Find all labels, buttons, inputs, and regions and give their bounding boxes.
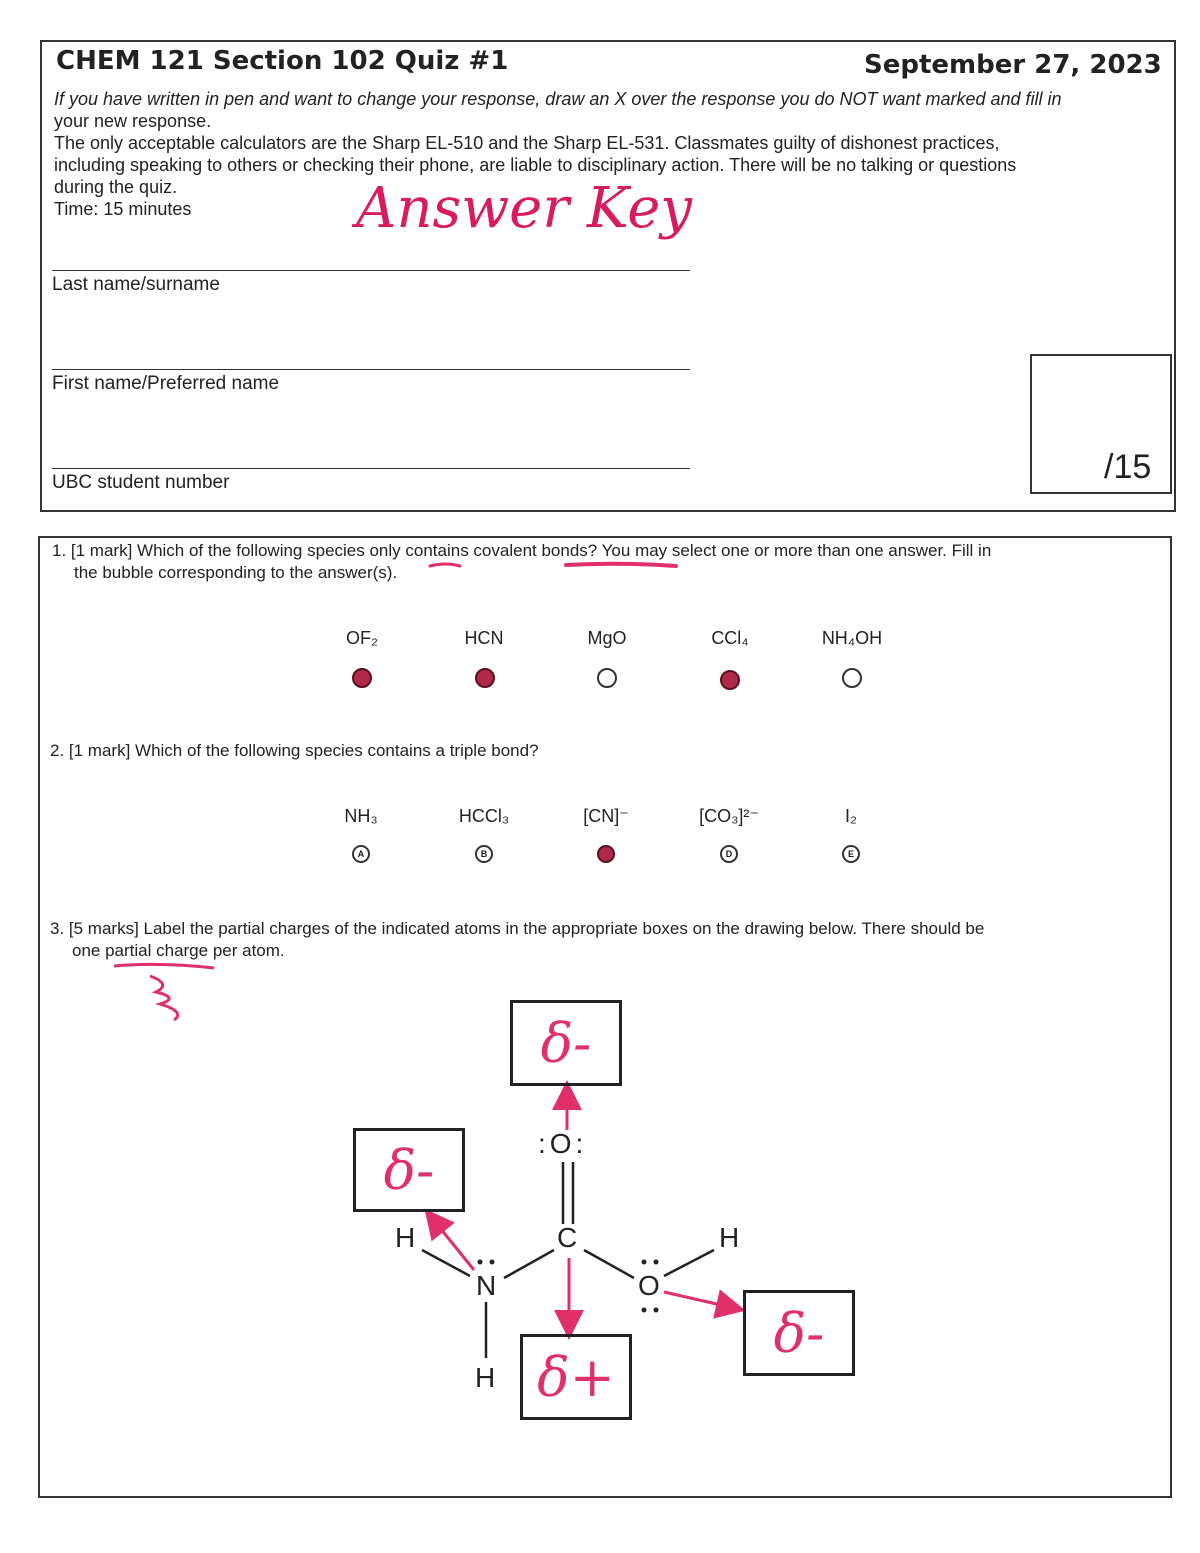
q2-option: I₂ bbox=[845, 806, 857, 826]
q2-text: 2. [1 mark] Which of the following species contains a triple bond? bbox=[50, 741, 539, 760]
lone-pair-dot bbox=[642, 1260, 647, 1265]
q1-option: OF₂ bbox=[346, 628, 378, 648]
atom-hydroxyl-oxygen: O bbox=[638, 1270, 660, 1301]
course-title: CHEM 121 Section 102 Quiz #1 bbox=[56, 46, 509, 76]
q2-bubble-a[interactable]: A bbox=[352, 845, 370, 863]
instruction-line: The only acceptable calculators are the Sharp EL-510 and the Sharp EL-531. Classmates guilty of dishonest practices, bbox=[54, 133, 1000, 153]
q2-bubble-b[interactable]: B bbox=[475, 845, 493, 863]
q1-option: MgO bbox=[587, 628, 627, 648]
atom-carbonyl-oxygen: :O: bbox=[538, 1128, 588, 1159]
squiggle-mark bbox=[150, 976, 178, 1020]
instruction-line: If you have written in pen and want to change your response, draw an X over the response you do NOT want marked and fill in bbox=[54, 89, 1062, 109]
answer-key-note: Answer Key bbox=[356, 176, 692, 241]
charge-box-carbonyl-oxygen[interactable] bbox=[510, 1000, 622, 1086]
atom-hydrogen: H bbox=[475, 1362, 496, 1393]
q2-option: NH₃ bbox=[344, 806, 378, 826]
atom-nitrogen: N bbox=[476, 1270, 497, 1301]
instruction-line: including speaking to others or checking their phone, are liable to disciplinary action. There will be no talking or questions bbox=[54, 155, 1017, 175]
partial-charge: δ- bbox=[383, 1138, 435, 1202]
bond-c-o-single bbox=[584, 1250, 634, 1278]
q2-bubble-d[interactable]: D bbox=[720, 845, 738, 863]
q3-line2: one partial charge per atom. bbox=[72, 941, 285, 960]
q2-option: HCCl₃ bbox=[458, 806, 510, 826]
quiz-date: September 27, 2023 bbox=[864, 50, 1162, 80]
partial-charge: δ- bbox=[773, 1301, 825, 1365]
q2-option: [CN]⁻ bbox=[583, 806, 629, 826]
last-name-label: Last name/surname bbox=[52, 274, 220, 295]
lone-pair-dot bbox=[478, 1260, 483, 1265]
charge-box-carbon[interactable] bbox=[520, 1334, 632, 1420]
q1-option: CCl₄ bbox=[711, 628, 749, 648]
q1-option: HCN bbox=[464, 628, 504, 648]
instruction-line: your new response. bbox=[54, 111, 212, 131]
lone-pair-dot bbox=[654, 1308, 659, 1313]
q1-line1: 1. [1 mark] Which of the following species only contains covalent bonds? You may select one or more than one answer. Fill in bbox=[52, 541, 992, 560]
q3-line1: 3. [5 marks] Label the partial charges of the indicated atoms in the appropriate boxes on the drawing below. There should be bbox=[50, 919, 985, 938]
charge-box-hydroxyl-oxygen[interactable] bbox=[743, 1290, 855, 1376]
lone-pair-dot bbox=[642, 1308, 647, 1313]
student-number-label: UBC student number bbox=[52, 472, 230, 493]
q2-option: [CO₃]²⁻ bbox=[699, 806, 759, 826]
arrow-to-hydroxyl-box bbox=[664, 1292, 734, 1308]
partial-charge: δ- bbox=[540, 1011, 592, 1075]
first-name-label: First name/Preferred name bbox=[52, 373, 280, 394]
atom-hydrogen: H bbox=[719, 1222, 740, 1253]
atom-carbon: C bbox=[557, 1222, 578, 1253]
instruction-line: Time: 15 minutes bbox=[54, 199, 192, 219]
lone-pair-dot bbox=[654, 1260, 659, 1265]
q2-bubble-e[interactable]: E bbox=[842, 845, 860, 863]
q1-line2: the bubble corresponding to the answer(s). bbox=[74, 563, 398, 582]
q1-option: NH₄OH bbox=[821, 628, 883, 648]
squiggle-mark bbox=[114, 964, 214, 968]
partial-charge: δ+ bbox=[537, 1345, 615, 1409]
instruction-line: during the quiz. bbox=[54, 177, 178, 197]
atom-hydrogen: H bbox=[395, 1222, 416, 1253]
arrow-to-n-box bbox=[432, 1218, 474, 1270]
score-total: /15 bbox=[1104, 448, 1152, 486]
bond-c-n bbox=[504, 1250, 554, 1278]
bond-o-h bbox=[664, 1250, 714, 1276]
charge-box-nitrogen[interactable] bbox=[353, 1128, 465, 1212]
lone-pair-dot bbox=[490, 1260, 495, 1265]
